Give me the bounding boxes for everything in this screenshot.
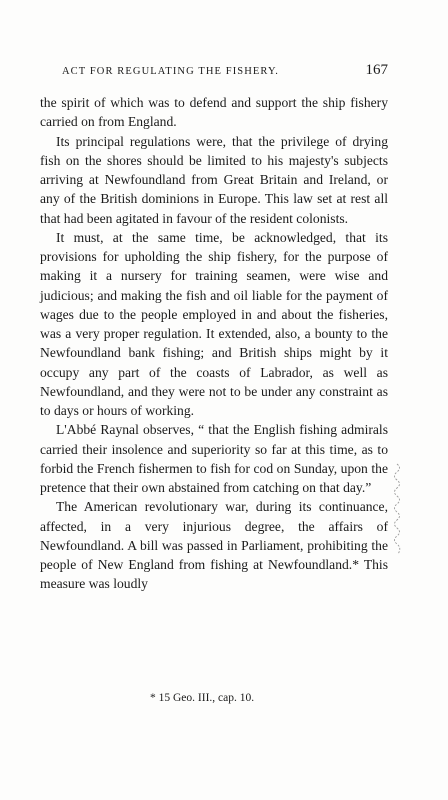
footnote: * 15 Geo. III., cap. 10.	[150, 692, 255, 704]
page-header	[40, 62, 388, 82]
pencil-margin-mark-icon	[393, 462, 405, 562]
paragraph-5: The American revolutionary war, during its continuance, affected, in a very injurious degree, the affairs of Newfoundland. A bill was passed in Parliament, prohibiting the people of New England from fishing at Newfoundland.* This measure was loudly	[40, 499, 388, 592]
page-number: 167	[365, 62, 388, 78]
paragraph-4: L'Abbé Raynal observes, “ that the English fishing admirals carried their insolence and superiority so far at this time, as to forbid the French fishermen to fish for cod on Sunday, upon the pretence that their own abstained from catching on that day.”	[40, 422, 388, 495]
paragraph-2: Its principal regulations were, that the privilege of drying fish on the shores should be limited to his majesty's subjects arriving at Newfoundland from Great Britain and Ireland, or any of the British dominions in Europe. This law set at rest all that had been agitated in favour of the resident colonists.	[40, 133, 388, 226]
running-head: ACT FOR REGULATING THE FISHERY.	[62, 66, 279, 77]
paragraph-3: It must, at the same time, be acknowledged, that its provisions for upholding the ship fishery, for the purpose of making it a nursery for training seamen, were wise and judicious; and making the fish and oil liable for the payment of wages due to the people employed in and about the fisheries, was a very proper regulation. It extended, also, a bounty to the Newfoundland bank fishing; and British ships might by it occupy any part of the coasts of Labrador, as well as Newfoundland, and they were not to be under any constraint as to days or hours of working.	[40, 229, 388, 418]
body-text	[40, 93, 388, 594]
paragraph-1: the spirit of which was to defend and support the ship fishery carried on from England.	[40, 95, 388, 130]
